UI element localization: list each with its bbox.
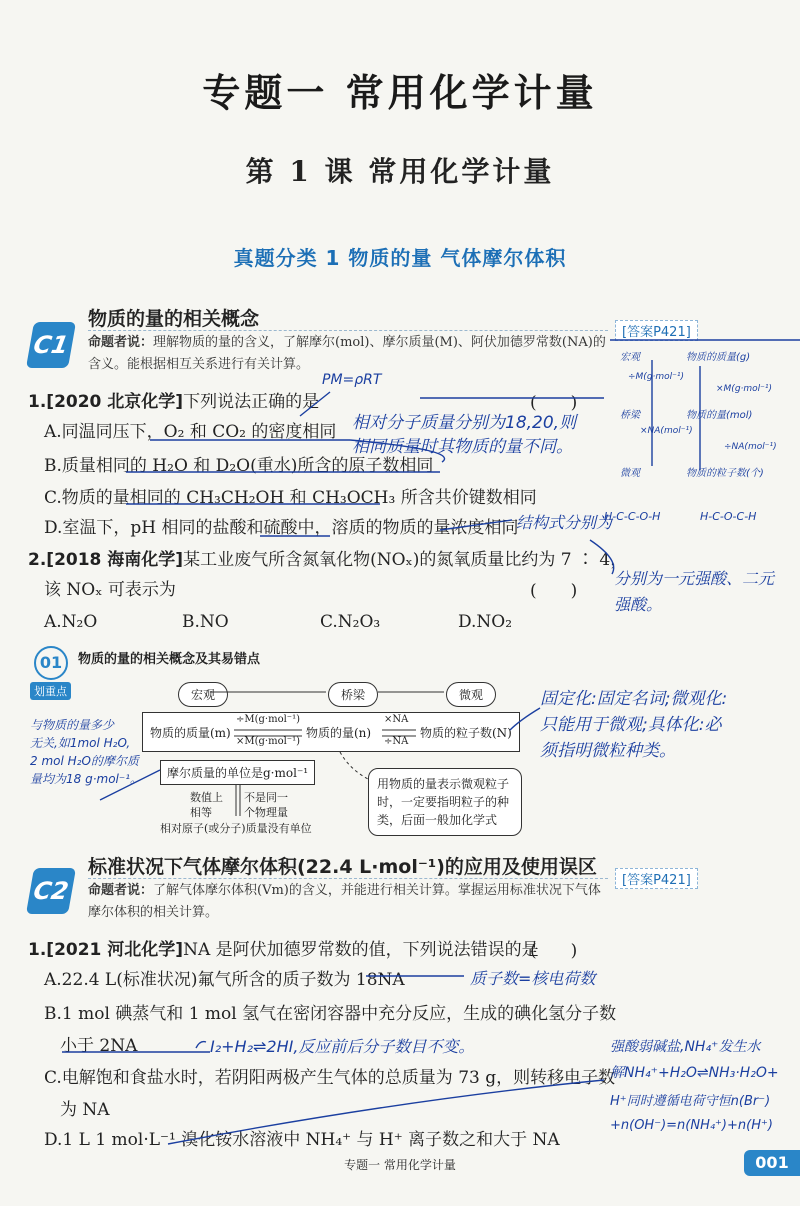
question-source: [2020 北京化学] xyxy=(46,392,184,412)
handwritten-note: 只能用于微观;具体化:必 xyxy=(540,715,722,735)
category-title: 真题分类 1 物质的量 气体摩尔体积 xyxy=(233,246,567,270)
mass-label: 物质的质量(m) xyxy=(150,726,231,740)
dashed-pointer xyxy=(340,752,370,780)
handwritten-note: 强酸弱碱盐,NH₄⁺发生水 xyxy=(610,1039,761,1055)
handwritten-note: 2 mol H₂O的摩尔质 xyxy=(30,754,139,768)
handwritten-note: 与物质的量多少 xyxy=(30,718,115,732)
arrow-stroke xyxy=(350,440,445,462)
question-number: 1. xyxy=(28,940,47,960)
mul-m-label: ×M(g·mol⁻¹) xyxy=(236,736,300,747)
handwritten-note: 结构式分别为 xyxy=(516,513,613,532)
side-particles: 物质的粒子数(个) xyxy=(686,468,764,479)
mul-na-label: ×NA xyxy=(384,714,409,725)
arrow-stroke xyxy=(590,540,614,574)
option-c-line2: 为 NA xyxy=(60,1100,110,1120)
question-source: [2018 海南化学] xyxy=(46,550,184,570)
handwritten-note: 强酸。 xyxy=(614,595,663,614)
question-text: 某工业废气所含氮氧化物(NOₓ)的氮氧质量比约为 7 ∶ 4， xyxy=(183,550,628,570)
equal-note: 数值上相等 xyxy=(190,791,223,819)
question-text: NA 是阿伏加德罗常数的值，下列说法错误的是 xyxy=(183,940,539,960)
intro-label: 命题者说： xyxy=(88,335,154,350)
option-d: D.NO₂ xyxy=(458,612,513,632)
answer-ref-1[interactable]: [答案P421] xyxy=(615,320,698,341)
answer-paren[interactable]: ( ) xyxy=(530,393,578,413)
intro-text: 了解气体摩尔体积(Vm)的含义，并能进行相关计算。掌握运用标准状况下气体摩尔体积的相关计算。 xyxy=(88,883,601,920)
footer-text: 专题一 常用化学计量 xyxy=(344,1158,456,1172)
handwritten-note: 须指明微粒种类。 xyxy=(540,741,676,761)
handwritten-note: 量均为18 g·mol⁻¹。 xyxy=(30,772,143,786)
intro-text: 理解物质的量的含义，了解摩尔(mol)、摩尔质量(M)、阿伏加德罗常数(NA)的含义。能根据相互关系进行有关计算。 xyxy=(88,335,606,372)
answer-paren[interactable]: ( ) xyxy=(530,581,578,601)
handwritten-note: 质子数=核电荷数 xyxy=(470,969,596,988)
answer-paren[interactable]: ( ) xyxy=(530,941,578,961)
option-c: C.N₂O₃ xyxy=(320,612,381,632)
handwritten-structure: H-C-O-C-H xyxy=(700,510,757,523)
option-d: D.室温下，pH 相同的盐酸和硫酸中，溶质的物质的量浓度相同 xyxy=(44,518,519,538)
option-a: A.22.4 L(标准状况)氟气所含的质子数为 18NA xyxy=(44,970,405,990)
handwritten-pm: PM=ρRT xyxy=(322,372,382,388)
intro-label: 命题者说： xyxy=(88,883,154,898)
particle-callout: 用物质的量表示微观粒子时，一定要指明粒子的种类，后面一般加化学式 xyxy=(368,768,522,836)
handwritten-note: 解NH₄⁺+H₂O⇌NH₃·H₂O+ xyxy=(610,1065,779,1081)
side-mass: 物质的质量(g) xyxy=(686,352,751,363)
side-amount: 物质的量(mol) xyxy=(686,410,753,421)
section2-title: 标准状况下气体摩尔体积(22.4 L·mol⁻¹)的应用及使用误区 xyxy=(88,856,597,878)
side-bridge: 桥梁 xyxy=(620,410,640,421)
side-mul: ×M(g·mol⁻¹) xyxy=(716,384,773,394)
option-b: B.质量相同的 H₂O 和 D₂O(重水)所含的原子数相同 xyxy=(44,456,434,476)
side-micro: 微观 xyxy=(620,468,640,479)
option-b-line2: 小于 2NA xyxy=(60,1036,138,1056)
option-a: A.同温同压下，O₂ 和 CO₂ 的密度相同 xyxy=(44,422,337,442)
lesson-title: 第 1 课 常用化学计量 xyxy=(245,155,555,188)
section-badge-c1: C1 xyxy=(26,322,76,368)
bridge-oval: 桥梁 xyxy=(328,682,378,707)
side-mulna: ×NA(mol⁻¹) xyxy=(640,426,693,436)
section1-title: 物质的量的相关概念 xyxy=(88,308,260,330)
arrow-stroke xyxy=(196,1042,206,1048)
question-source: [2021 河北化学] xyxy=(46,940,184,960)
arrow-stroke xyxy=(168,1080,604,1144)
option-d: D.1 L 1 mol·L⁻¹ 溴化铵水溶液中 NH₄⁺ 与 H⁺ 离子数之和大于 NA xyxy=(44,1130,560,1150)
side-divna: ÷NA(mol⁻¹) xyxy=(724,442,777,452)
side-div: ÷M(g·mol⁻¹) xyxy=(628,372,685,382)
not-same-note: 不是同一个物理量 xyxy=(244,791,288,819)
amount-label: 物质的量(n) xyxy=(306,726,372,740)
handwritten-note: +n(OH⁻)=n(NH₄⁺)+n(H⁺) xyxy=(610,1118,773,1133)
handwritten-note: 无关,如1mol H₂O, xyxy=(30,736,131,750)
option-b: B.NO xyxy=(182,612,229,632)
concept-number-tag: 01 xyxy=(34,646,68,680)
page-number: 001 xyxy=(744,1150,800,1176)
concept-title: 物质的量的相关概念及其易错点 xyxy=(78,652,261,667)
option-c: C.物质的量相同的 CH₃CH₂OH 和 CH₃OCH₃ 所含共价键数相同 xyxy=(44,488,537,508)
section-badge-c2: C2 xyxy=(26,868,76,914)
handwritten-structure: H-C-C-O-H xyxy=(604,510,661,523)
arrow-stroke xyxy=(440,520,512,530)
handwritten-note: 分别为一元强酸、二元 xyxy=(614,569,775,588)
handwritten-note: 相同质量时其物质的量不同。 xyxy=(352,437,573,457)
option-a: A.N₂O xyxy=(44,612,98,632)
option-b-line1: B.1 mol 碘蒸气和 1 mol 氢气在密闭容器中充分反应，生成的碘化氢分子数 xyxy=(44,1004,617,1024)
topic-title: 专题一 常用化学计量 xyxy=(202,70,598,115)
div-na-label: ÷NA xyxy=(384,736,409,747)
question-number: 1. xyxy=(28,392,47,412)
handwritten-note: 固定化:固定名词;微观化: xyxy=(540,689,728,709)
particles-label: 物质的粒子数(N) xyxy=(420,726,512,740)
arrow-stroke xyxy=(510,708,540,730)
macro-oval: 宏观 xyxy=(178,682,228,707)
div-m-label: ÷M(g·mol⁻¹) xyxy=(236,714,300,725)
question-2-stem-cont: 该 NOₓ 可表示为 xyxy=(44,580,176,600)
handwritten-note: 相对分子质量分别为18,20,则 xyxy=(352,413,577,433)
question-number: 2. xyxy=(28,550,47,570)
handwritten-note: I₂+H₂⇌2HI,反应前后分子数目不变。 xyxy=(210,1037,475,1056)
arrow-stroke xyxy=(300,392,330,416)
side-macro: 宏观 xyxy=(620,352,640,363)
relative-note: 相对原子(或分子)质量没有单位 xyxy=(160,822,312,835)
question-text: 下列说法正确的是 xyxy=(183,392,320,412)
arrow-stroke xyxy=(100,770,160,800)
key-point-tag: 划重点 xyxy=(30,682,71,700)
handwritten-note: H⁺同时遵循电荷守恒n(Br⁻) xyxy=(610,1094,771,1109)
unit-note: 摩尔质量的单位是g·mol⁻¹ xyxy=(160,760,315,785)
option-c-line1: C.电解饱和食盐水时，若阴阳两极产生气体的总质量为 73 g，则转移电子数 xyxy=(44,1068,616,1088)
answer-ref-2[interactable]: [答案P421] xyxy=(615,868,698,889)
micro-oval: 微观 xyxy=(446,682,496,707)
